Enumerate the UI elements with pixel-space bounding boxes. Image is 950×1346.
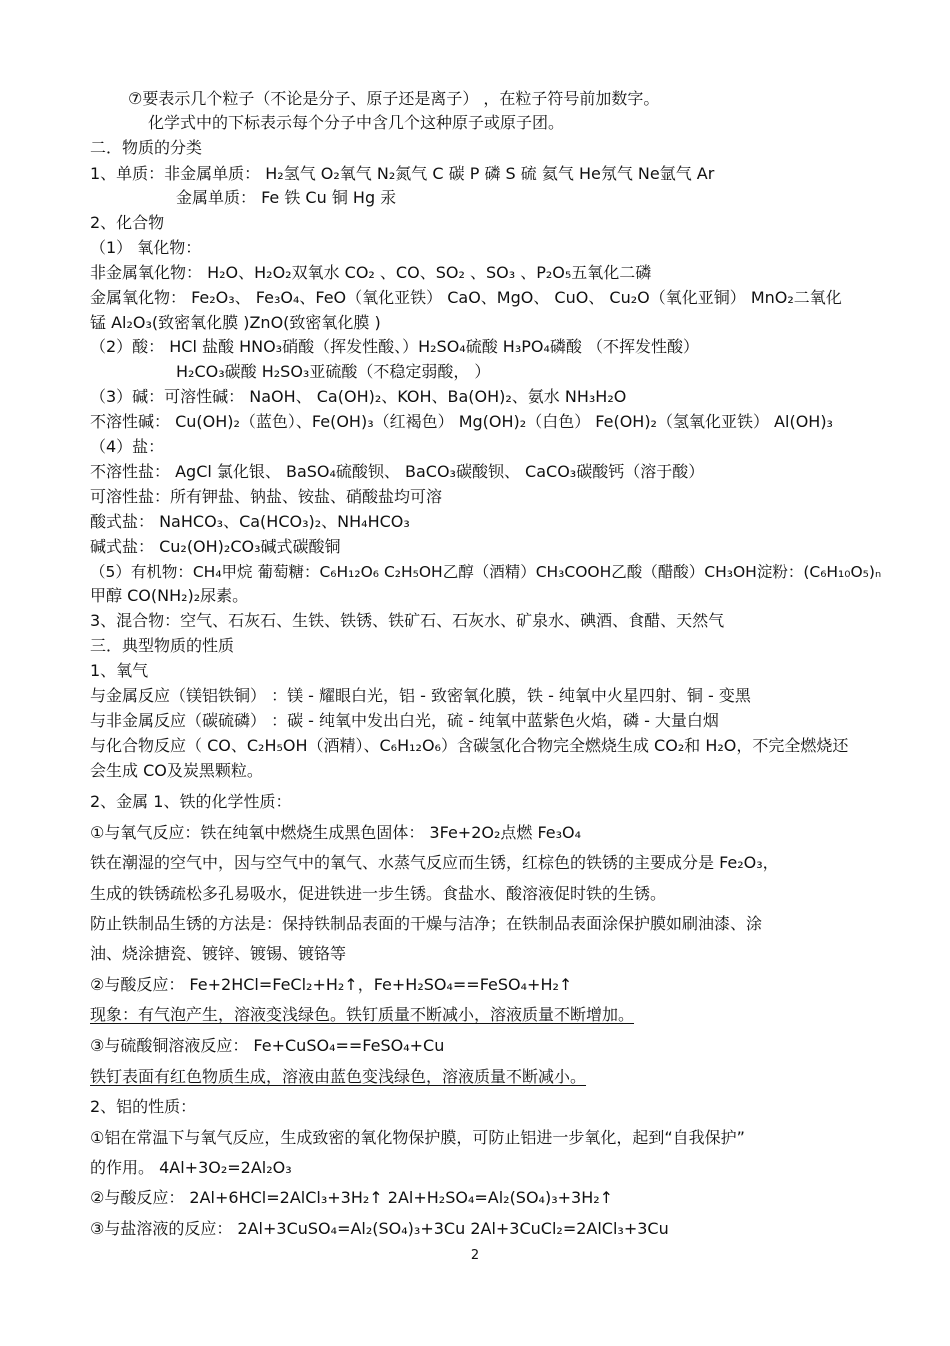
text-line: ②与酸反应： Fe+2HCl=FeCl₂+H₂↑，Fe+H₂SO₄==FeSO₄+H₂↑ bbox=[90, 975, 573, 994]
text-line: 生成的铁锈疏松多孔易吸水，促进铁进一步生锈。食盐水、酸溶液促时铁的生锈。 bbox=[90, 884, 667, 903]
section-heading: 二．物质的分类 bbox=[90, 138, 203, 157]
text-line: ①与氧气反应：铁在纯氧中燃烧生成黑色固体： 3Fe+2O₂点燃 Fe₃O₄ bbox=[90, 823, 582, 842]
text-line: 铁钉表面有红色物质生成，溶液由蓝色变浅绿色，溶液质量不断减小。 bbox=[90, 1067, 587, 1086]
text-line: 现象：有气泡产生，溶液变浅绿色。铁钉质量不断减小，溶液质量不断增加。 bbox=[90, 1005, 635, 1024]
text-line: 甲醇 CO(NH₂)₂尿素。 bbox=[90, 586, 249, 605]
text-line: 防止铁制品生锈的方法是：保持铁制品表面的干燥与洁净；在铁制品表面涂保护膜如刷油漆、涂 bbox=[90, 914, 763, 933]
text-line: 与金属反应（镁铝铁铜） ：镁 - 耀眼白光，铝 - 致密氧化膜，铁 - 纯氧中火星四射、铜 - 变黑 bbox=[90, 686, 751, 705]
text-line: 可溶性盐：所有钾盐、钠盐、铵盐、硝酸盐均可溶 bbox=[90, 487, 443, 506]
text-line: 不溶性盐： AgCl 氯化银、 BaSO₄硫酸钡、 BaCO₃碳酸钡、 CaCO₃碳酸钙（溶于酸） bbox=[90, 462, 705, 481]
text-line: ②与酸反应： 2Al+6HCl=2AlCl₃+3H₂↑ 2Al+H₂SO₄=Al₂(SO₄)₃+3H₂↑ bbox=[90, 1188, 614, 1207]
text-line: H₂CO₃碳酸 H₂SO₃亚硫酸（不稳定弱酸， ） bbox=[176, 362, 491, 381]
text-line: 会生成 CO及炭黑颗粒。 bbox=[90, 761, 263, 780]
text-line: （5）有机物：CH₄甲烷 葡萄糖：C₆H₁₂O₆ C₂H₅OH乙醇（酒精）CH₃COOH乙酸（醋酸）CH₃OH淀粉：(C₆H₁₀O₅)ₙ bbox=[90, 563, 882, 581]
text-line: 1、单质：非金属单质： H₂氢气 O₂氧气 N₂氮气 C 碳 P 磷 S 硫 氦气 He氖气 Ne氩气 Ar bbox=[90, 164, 715, 183]
text-line: 油、烧涂搪瓷、镀锌、镀锡、镀铬等 bbox=[90, 944, 347, 963]
text-line: 2、化合物 bbox=[90, 213, 165, 232]
text-line: 3、混合物：空气、石灰石、生铁、铁锈、铁矿石、石灰水、矿泉水、碘酒、食醋、天然气 bbox=[90, 611, 725, 630]
text-line: 金属氧化物： Fe₂O₃、 Fe₃O₄、FeO（氧化亚铁） CaO、MgO、 CuO、 Cu₂O（氧化亚铜） MnO₂二氧化 bbox=[90, 288, 842, 307]
text-line: 金属单质： Fe 铁 Cu 铜 Hg 汞 bbox=[176, 188, 397, 207]
text-line: 2、金属 1、铁的化学性质： bbox=[90, 792, 292, 811]
text-line: 碱式盐： Cu₂(OH)₂CO₃碱式碳酸铜 bbox=[90, 537, 341, 556]
text-line: 不溶性碱： Cu(OH)₂（蓝色）、Fe(OH)₃（红褐色） Mg(OH)₂（白色） Fe(OH)₂（氢氧化亚铁） Al(OH)₃ bbox=[90, 412, 833, 431]
text-line: 化学式中的下标表示每个分子中含几个这种原子或原子团。 bbox=[148, 113, 565, 132]
text-line: ①铝在常温下与氧气反应，生成致密的氧化物保护膜，可防止铝进一步氧化，起到“自我保护” bbox=[90, 1128, 745, 1147]
text-line: 的作用。 4Al+3O₂=2Al₂O₃ bbox=[90, 1158, 292, 1177]
text-line: ③与硫酸铜溶液反应： Fe+CuSO₄==FeSO₄+Cu bbox=[90, 1036, 445, 1055]
text-line: 2、铝的性质： bbox=[90, 1097, 197, 1116]
text-line: 1、氧气 bbox=[90, 661, 149, 680]
text-line: 锰 Al₂O₃(致密氧化膜 )ZnO(致密氧化膜 ) bbox=[90, 313, 381, 332]
text-line: 与非金属反应（碳硫磷） ：碳 - 纯氧中发出白光，硫 - 纯氧中蓝紫色火焰，磷 - 大量白烟 bbox=[90, 711, 719, 730]
text-line: 铁在潮湿的空气中，因与空气中的氧气、水蒸气反应而生锈，红棕色的铁锈的主要成分是 Fe₂O₃， bbox=[90, 853, 779, 872]
text-line: 非金属氧化物： H₂O、H₂O₂双氧水 CO₂ 、CO、SO₂ 、SO₃ 、P₂O₅五氧化二磷 bbox=[90, 263, 652, 282]
text-line: （3）碱：可溶性碱： NaOH、 Ca(OH)₂、KOH、Ba(OH)₂、氨水 NH₃H₂O bbox=[90, 387, 627, 406]
text-line: （4）盐： bbox=[90, 437, 165, 456]
text-line: （1） 氧化物： bbox=[90, 238, 202, 257]
section-heading: 三．典型物质的性质 bbox=[90, 636, 235, 655]
text-line: （2）酸： HCl 盐酸 HNO₃硝酸（挥发性酸、）H₂SO₄硫酸 H₃PO₄磷酸 （不挥发性酸） bbox=[90, 337, 699, 356]
text-line: ⑦要表示几个粒子（不论是分子、原子还是离子） ，在粒子符号前加数字。 bbox=[128, 89, 660, 108]
text-line: ③与盐溶液的反应： 2Al+3CuSO₄=Al₂(SO₄)₃+3Cu 2Al+3CuCl₂=2AlCl₃+3Cu bbox=[90, 1219, 669, 1238]
text-line: 酸式盐： NaHCO₃、Ca(HCO₃)₂、NH₄HCO₃ bbox=[90, 512, 410, 531]
text-line: 与化合物反应（ CO、C₂H₅OH（酒精）、C₆H₁₂O₆）含碳氢化合物完全燃烧生成 CO₂和 H₂O，不完全燃烧还 bbox=[90, 736, 849, 755]
page-number: 2 bbox=[470, 1248, 480, 1263]
